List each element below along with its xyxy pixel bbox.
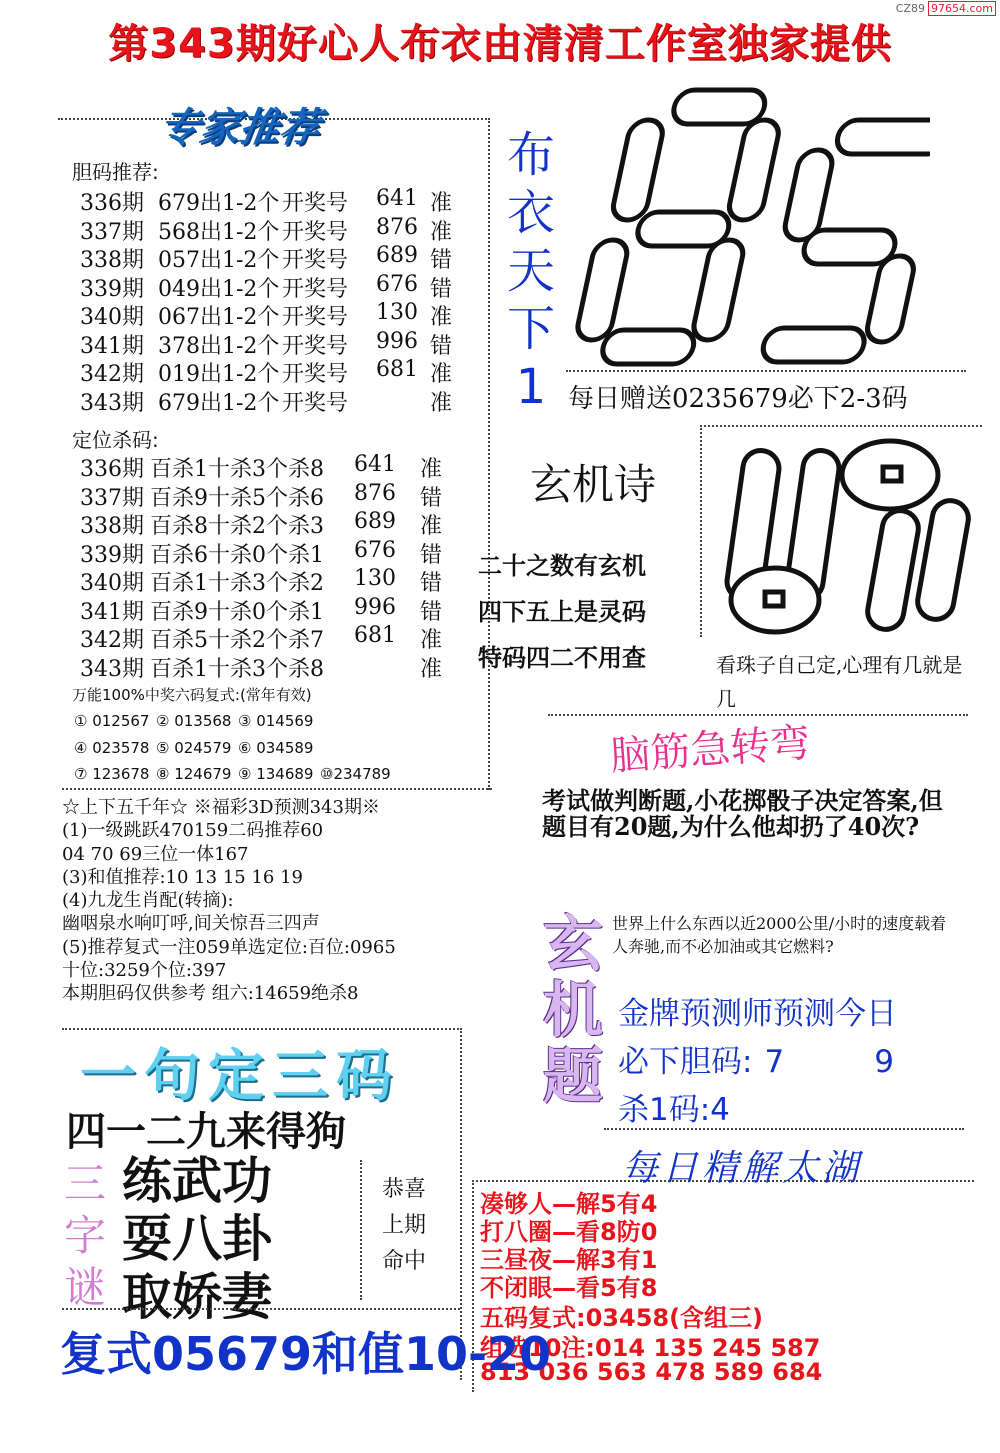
- period: 338期: [80, 514, 144, 539]
- combo-item: ⑩234789: [320, 765, 391, 783]
- result: 准: [430, 191, 453, 216]
- combo-item: ④ 023578: [74, 738, 150, 757]
- buyi-char: 下: [506, 301, 555, 357]
- draw-label: 开奖号: [282, 362, 349, 387]
- result: 准: [430, 390, 453, 416]
- taihu-line-5: 五码复式:03458(含组三): [480, 1304, 764, 1332]
- forecast-line: 十位:3259个位:397: [62, 960, 227, 982]
- result: 错: [420, 571, 443, 596]
- pick: 378出1-2个: [158, 333, 280, 359]
- table-row: [80, 509, 480, 538]
- result: 准: [430, 219, 453, 245]
- combo-item: ① 012567: [74, 712, 150, 730]
- draw-label: 开奖号: [282, 276, 349, 302]
- draw-number: 681: [354, 623, 396, 648]
- combo-item: ⑤ 024579: [156, 738, 232, 757]
- draw-number: 681: [376, 357, 418, 382]
- expert-title: 专家推荐: [156, 105, 323, 151]
- result: 准: [430, 362, 453, 387]
- dan-table: [80, 186, 480, 414]
- result: 错: [430, 248, 453, 273]
- pick: 百杀1十杀3个杀2: [150, 571, 324, 596]
- period: 340期: [80, 571, 144, 596]
- combo-row: [74, 765, 402, 792]
- buyi-char: 布: [506, 127, 555, 183]
- combo-row: [74, 739, 402, 766]
- draw-number: 689: [354, 509, 396, 534]
- table-row: [80, 300, 480, 329]
- draw-number: 996: [376, 328, 418, 354]
- combo-item: ⑧ 124679: [156, 765, 232, 783]
- sanzi-char: 字: [64, 1211, 107, 1260]
- result: 错: [420, 599, 443, 625]
- divider: [62, 1308, 460, 1310]
- sanzi-riddle: [122, 1152, 272, 1326]
- period: 341期: [80, 333, 144, 359]
- draw-number: 641: [354, 452, 396, 477]
- table-row: [80, 329, 480, 358]
- sanzi-char: 三: [64, 1159, 107, 1208]
- combo-list: [74, 712, 402, 792]
- brain-question: 考试做判断题,小花掷骰子决定答案,但题目有20题,为什么他却扔了40次?: [542, 786, 943, 841]
- period: 337期: [80, 485, 144, 511]
- draw-number: 689: [376, 243, 418, 268]
- forecast-line: 幽咽泉水响叮呼,间关惊吾三四声: [62, 913, 320, 935]
- divider: [360, 1160, 362, 1300]
- congrats-line: 命中: [382, 1249, 427, 1274]
- big-digits-85: [570, 80, 930, 370]
- gold-line-2-label: 必下胆码:: [618, 1044, 753, 1080]
- draw-label: 开奖号: [282, 305, 349, 330]
- draw-label: 开奖号: [282, 191, 349, 216]
- pick: 百杀9十杀0个杀1: [150, 599, 324, 625]
- forecast-block: [62, 796, 396, 1006]
- table-row: [80, 566, 480, 595]
- period: 342期: [80, 362, 144, 387]
- result: 准: [420, 457, 443, 482]
- result: 错: [430, 333, 453, 359]
- taihu-line-7: 813 036 563 478 589 684: [480, 1358, 823, 1386]
- forecast-line: 本期胆码仅供参考 组六:14659绝杀8: [62, 983, 359, 1005]
- sanzi-label: [64, 1158, 112, 1314]
- result: 错: [430, 276, 453, 302]
- table-row: [80, 538, 480, 567]
- table-row: [80, 215, 480, 244]
- site-badge: [896, 2, 996, 15]
- taihu-title: 每日精解太湖: [622, 1148, 863, 1189]
- buyi-char: 衣: [506, 185, 555, 241]
- table-row: [80, 386, 480, 415]
- gold-dan-a: 7: [764, 1044, 785, 1080]
- pick: 679出1-2个: [158, 191, 280, 216]
- gold-line-1: 金牌预测师预测今日: [618, 996, 897, 1032]
- xuanji-title: [540, 912, 606, 1110]
- taihu-line-4: 不闭眼—看5有8: [480, 1274, 658, 1302]
- riddle-line: 耍八卦: [122, 1209, 272, 1268]
- xuanji-char: 机: [543, 976, 603, 1046]
- pick: 百杀5十杀2个杀7: [150, 628, 324, 653]
- table-row: [80, 595, 480, 624]
- sentence-text: 四一二九来得狗: [66, 1109, 346, 1155]
- poem-line-2: 四下五上是灵码: [478, 598, 646, 626]
- pick: 百杀8十杀2个杀3: [150, 514, 324, 539]
- combo-row: [74, 712, 402, 739]
- pick: 百杀1十杀3个杀8: [150, 457, 324, 482]
- forecast-line: (1)一级跳跃470159二码推荐60: [62, 820, 324, 842]
- forecast-line: 04 70 69三位一体167: [62, 843, 249, 865]
- bead-note: 看珠子自己定,心理有几就是几: [716, 653, 963, 711]
- period: 337期: [80, 219, 144, 245]
- draw-number: 876: [354, 480, 396, 506]
- period: 336期: [80, 457, 144, 482]
- poem-line-1: 二十之数有玄机: [478, 552, 646, 580]
- riddle-line: 练武功: [122, 1151, 272, 1210]
- draw-number: 676: [376, 271, 418, 297]
- buyi-char: 天: [506, 243, 555, 299]
- result: 错: [420, 485, 443, 511]
- dan-label: 胆码推荐:: [72, 160, 159, 184]
- period: 336期: [80, 191, 144, 216]
- buyi-char: 1: [515, 359, 547, 415]
- poem-line-3: 特码四二不用查: [478, 644, 646, 672]
- period: 339期: [80, 276, 144, 302]
- forecast-line: (4)九龙生肖配(转摘):: [62, 890, 234, 912]
- draw-label: 开奖号: [282, 390, 349, 416]
- sanzi-char: 谜: [64, 1263, 107, 1312]
- gift-text: 每日赠送0235679必下2-3码: [568, 384, 908, 414]
- forecast-line: (3)和值推荐:10 13 15 16 19: [62, 866, 303, 888]
- pick: 067出1-2个: [158, 305, 280, 330]
- abacus-beads: [705, 430, 975, 640]
- combo-item: ③ 014569: [238, 712, 314, 730]
- result: 准: [420, 514, 443, 539]
- combo-item: ⑦ 123678: [74, 765, 150, 783]
- pick: 057出1-2个: [158, 248, 280, 273]
- table-row: [80, 652, 480, 681]
- result: 准: [420, 656, 443, 682]
- table-row: [80, 481, 480, 510]
- buyi-vertical: [496, 126, 566, 416]
- taihu-line-2: 打八圈—看8防0: [480, 1218, 658, 1246]
- combo-item: ⑥ 034589: [238, 738, 314, 757]
- page-title: 第343期好心人布衣由清清工作室独家提供: [108, 21, 892, 67]
- table-row: [80, 243, 480, 272]
- congrats-line: 恭喜: [382, 1177, 427, 1202]
- draw-label: 开奖号: [282, 333, 349, 359]
- table-row: [80, 623, 480, 652]
- sentence-title: 一句定三码: [80, 1044, 400, 1109]
- brain-title: 脑筋急转弯: [608, 720, 812, 780]
- result: 准: [420, 628, 443, 653]
- divider: [566, 370, 966, 372]
- draw-label: 开奖号: [282, 248, 349, 273]
- pick: 百杀1十杀3个杀8: [150, 656, 324, 682]
- result: 准: [430, 305, 453, 330]
- riddle-line: 取娇妻: [122, 1267, 272, 1326]
- kill-table: [80, 452, 480, 680]
- combo-label: 万能100%中奖六码复式:(常年有效): [72, 686, 312, 704]
- taihu-line-3: 三昼夜—解3有1: [480, 1246, 658, 1274]
- kill-label: 定位杀码:: [72, 428, 159, 452]
- pick: 百杀6十杀0个杀1: [150, 542, 324, 568]
- corner-site: 97654.com: [928, 1, 996, 16]
- draw-number: 676: [354, 537, 396, 563]
- combo-item: ⑨ 134689: [238, 765, 314, 783]
- period: 339期: [80, 542, 144, 568]
- combo-item: ② 013568: [156, 712, 232, 730]
- poem-title: 玄机诗: [530, 460, 657, 509]
- xuanji-char: 题: [543, 1042, 603, 1112]
- congrats-line: 上期: [382, 1213, 427, 1238]
- draw-number: 996: [354, 594, 396, 620]
- fushi-text: 复式05679和值10-20: [60, 1327, 552, 1381]
- forecast-line: (5)推荐复式一注059单选定位:百位:0965: [62, 936, 396, 958]
- period: 340期: [80, 305, 144, 330]
- period: 343期: [80, 390, 144, 416]
- pick: 679出1-2个: [158, 390, 280, 416]
- xuanji-char: 玄: [543, 910, 603, 980]
- period: 338期: [80, 248, 144, 273]
- taihu-line-6: 组选10注:014 135 245 587: [480, 1334, 821, 1362]
- table-row: [80, 357, 480, 386]
- draw-number: 876: [376, 214, 418, 240]
- table-row: [80, 186, 480, 215]
- period: 341期: [80, 599, 144, 625]
- gold-dan-b: 9: [874, 1044, 894, 1080]
- draw-number: 130: [376, 300, 418, 325]
- pick: 568出1-2个: [158, 219, 280, 245]
- table-row: [80, 272, 480, 301]
- pick: 百杀9十杀5个杀6: [150, 485, 324, 511]
- gold-line-2: [618, 1036, 894, 1081]
- congrats-note: [382, 1172, 426, 1280]
- pick: 049出1-2个: [158, 276, 280, 302]
- pick: 019出1-2个: [158, 362, 280, 387]
- corner-label: CZ89: [895, 2, 926, 15]
- draw-label: 开奖号: [282, 219, 349, 245]
- period: 342期: [80, 628, 144, 653]
- xuanji-question: 世界上什么东西以近2000公里/小时的速度载着人奔驰,而不必加油或其它燃料?: [612, 914, 947, 956]
- gold-line-3: 杀1码:4: [618, 1092, 730, 1128]
- draw-number: 130: [354, 566, 396, 591]
- table-row: [80, 452, 480, 481]
- result: 错: [420, 542, 443, 568]
- period: 343期: [80, 656, 144, 682]
- forecast-line: ☆上下五千年☆ ※福彩3D预测343期※: [62, 797, 380, 818]
- taihu-line-1: 凑够人—解5有4: [480, 1190, 658, 1218]
- draw-number: 641: [376, 186, 418, 211]
